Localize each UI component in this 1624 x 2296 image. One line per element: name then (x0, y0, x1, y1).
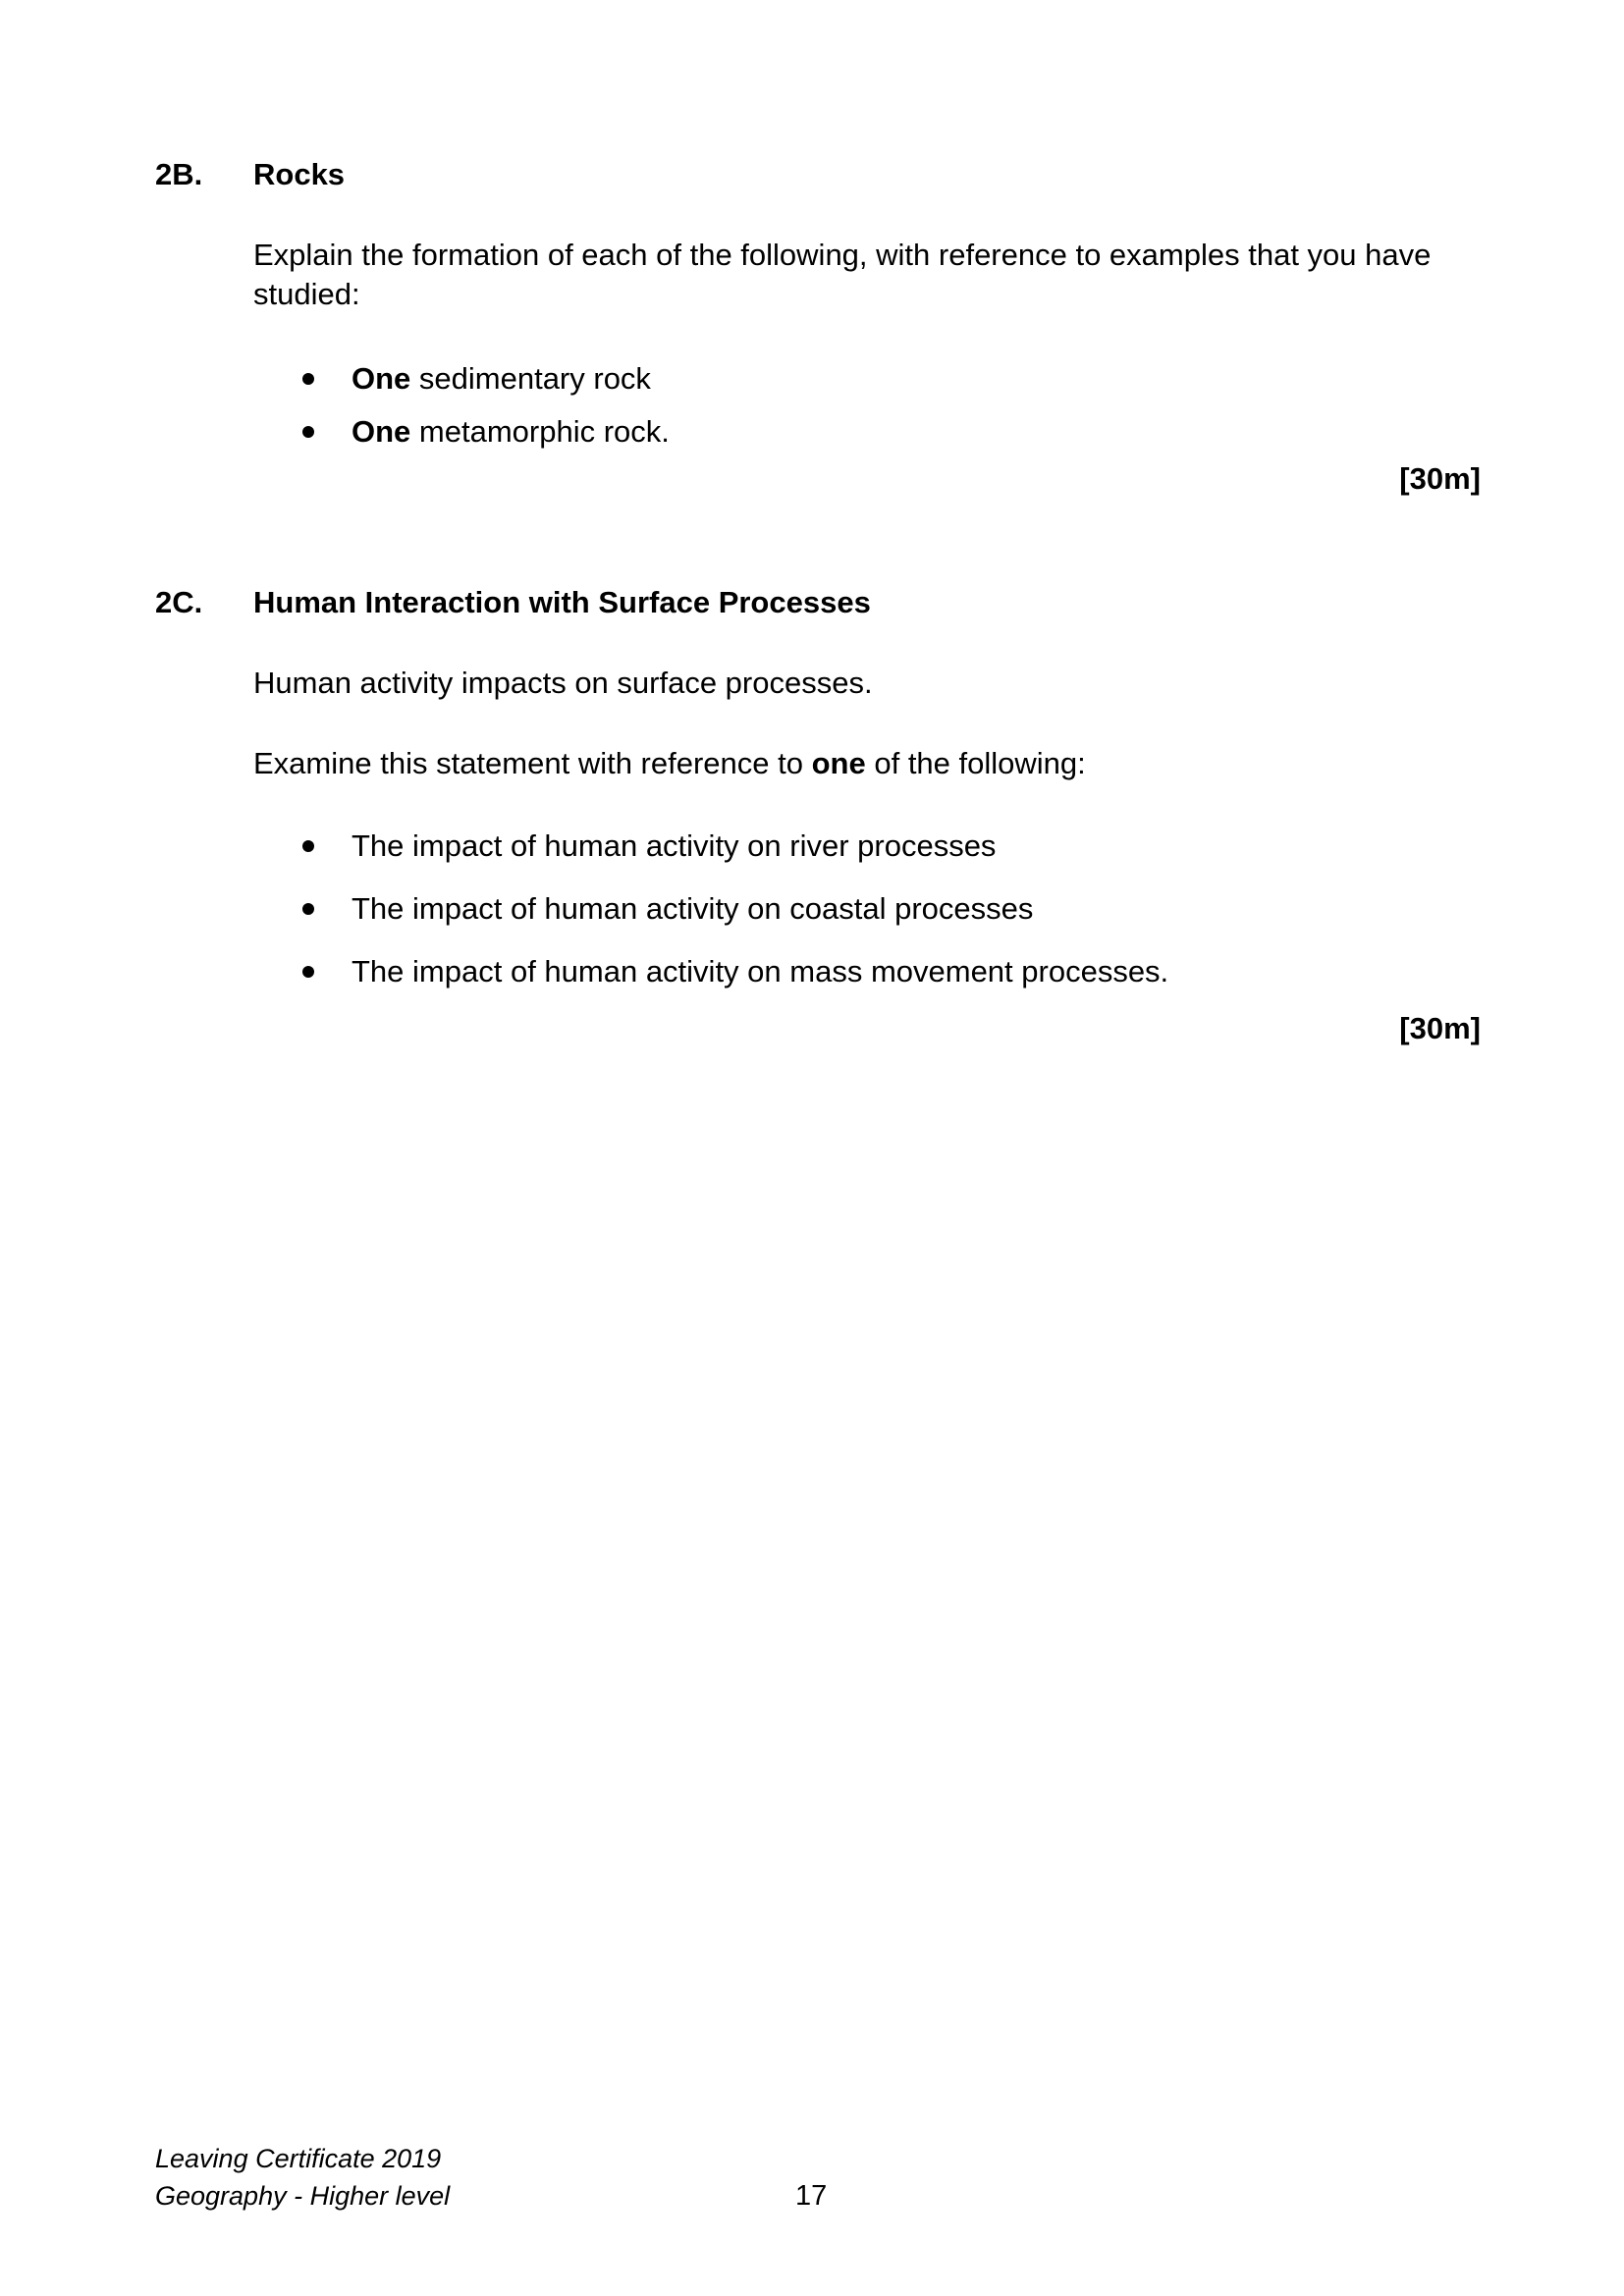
section-2b-number: 2B. (155, 157, 203, 191)
section-2b-marks: [30m] (1399, 461, 1481, 496)
section-2c-number: 2C. (155, 585, 203, 619)
bullet-text: sedimentary rock (410, 361, 651, 396)
footer-info (155, 2140, 450, 2215)
section-2b-title: Rocks (253, 157, 346, 191)
bullet-icon (302, 373, 314, 385)
page-number: 17 (795, 2180, 828, 2212)
instruction-text: of the following: (865, 746, 1086, 780)
bullet-emphasis: One (352, 414, 411, 449)
bullet-text: metamorphic rock. (410, 414, 670, 449)
list-item (253, 359, 1490, 399)
bullet-icon (302, 966, 314, 978)
bullet-icon (302, 840, 314, 852)
bullet-icon (302, 903, 314, 915)
bullet-emphasis: One (352, 361, 411, 396)
bullet-text: The impact of human activity on mass movement processes. (352, 954, 1169, 988)
instruction-text: Examine this statement with reference to (253, 746, 812, 780)
bullet-text: The impact of human activity on coastal processes (352, 891, 1034, 926)
footer-subject-level: Geography - Higher level (155, 2181, 451, 2211)
bullet-icon (302, 426, 314, 438)
list-item (253, 952, 1490, 991)
section-2b-instruction: Explain the formation of each of the following, with reference to examples that you have studied: (253, 238, 1432, 311)
section-2c-heading (155, 583, 871, 622)
section-2b-bullet-list (253, 359, 1490, 452)
list-item (253, 889, 1490, 929)
list-item (253, 827, 1490, 866)
list-item (253, 412, 1490, 452)
instruction-emphasis: one (811, 746, 866, 780)
section-2c-instruction (253, 744, 1490, 783)
section-2c-title: Human Interaction with Surface Processes (253, 585, 871, 619)
section-2c-bullet-list (253, 827, 1490, 991)
section-2b-heading (155, 155, 345, 194)
section-2c-marks: [30m] (1399, 1011, 1481, 1045)
section-2c-statement: Human activity impacts on surface processes. (253, 666, 873, 700)
bullet-text: The impact of human activity on river processes (352, 828, 997, 863)
footer-exam-name: Leaving Certificate 2019 (155, 2144, 442, 2173)
